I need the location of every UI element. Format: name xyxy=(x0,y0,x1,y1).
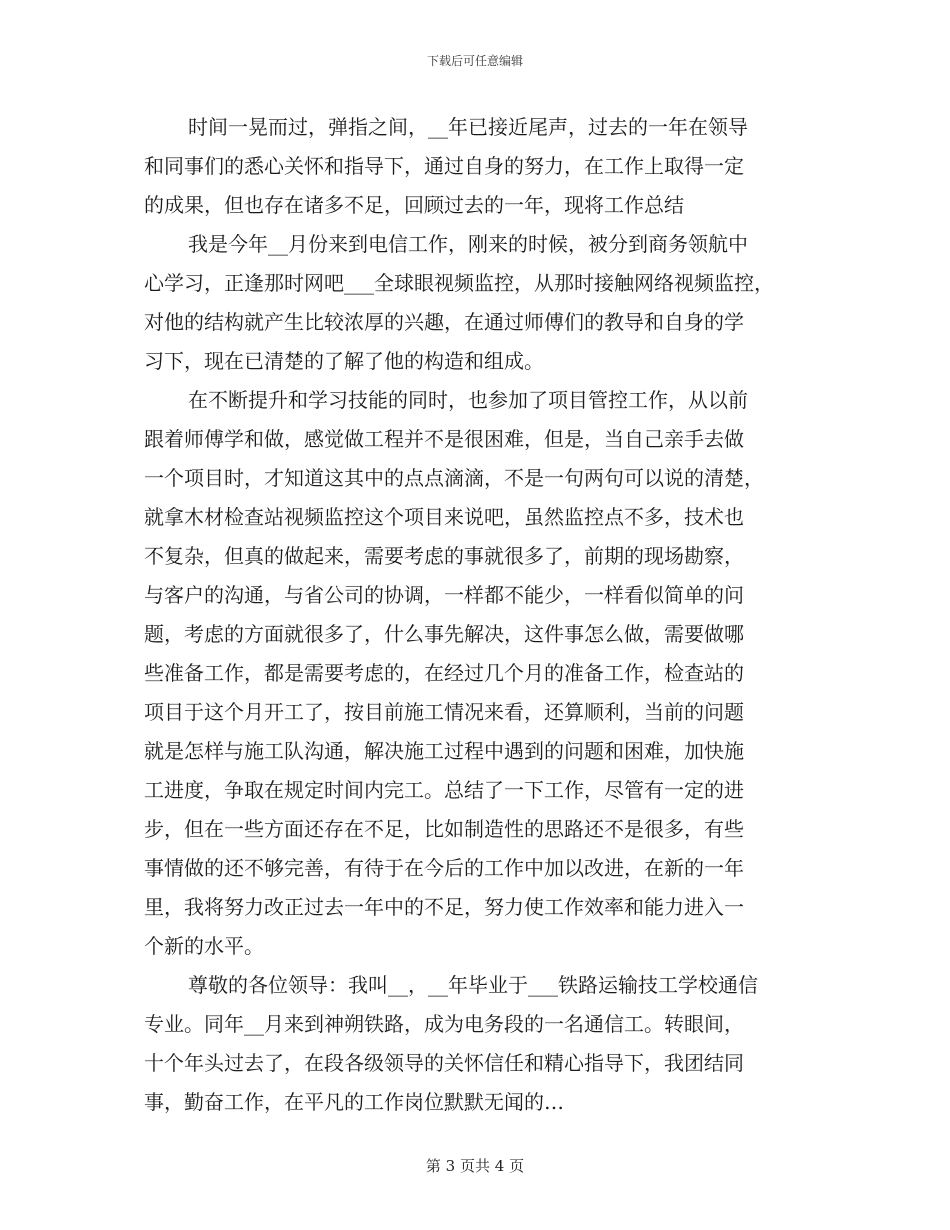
paragraph-line: 的成果，但也存在诸多不足，回顾过去的一年，现将工作总结 xyxy=(144,193,684,217)
paragraph-line: 我是今年__月份来到电信工作，刚来的时候，被分到商务领航中 xyxy=(188,232,748,256)
paragraph-line: 步，但在一些方面还存在不足，比如制造性的思路还不是很多，有些 xyxy=(144,817,744,841)
page-footer: 第 3 页共 4 页 xyxy=(425,1157,525,1175)
paragraph-line: 项目于这个月开工了，按目前施工情况来看，还算顺利，当前的问题 xyxy=(144,700,744,724)
paragraph-line: 十个年头过去了，在段各级领导的关怀信任和精心指导下，我团结同 xyxy=(144,1051,744,1075)
paragraph-line: 题，考虑的方面就很多了，什么事先解决，这件事怎么做，需要做哪 xyxy=(144,622,744,646)
paragraph-line: 就拿木材检查站视频监控这个项目来说吧，虽然监控点不多，技术也 xyxy=(144,505,744,529)
paragraph-line: 个新的水平。 xyxy=(144,934,264,958)
paragraph-line: 事情做的还不够完善，有待于在今后的工作中加以改进，在新的一年 xyxy=(144,856,744,880)
paragraph-line: 专业。同年__月来到神朔铁路，成为电务段的一名通信工。转眼间， xyxy=(144,1012,744,1036)
paragraph-line: 在不断提升和学习技能的同时，也参加了项目管控工作，从以前 xyxy=(188,388,748,412)
paragraph-line: 些准备工作，都是需要考虑的，在经过几个月的准备工作，检查站的 xyxy=(144,661,744,685)
paragraph-line: 时间一晃而过，弹指之间，__年已接近尾声，过去的一年在领导 xyxy=(188,115,748,139)
paragraph-line: 事，勤奋工作，在平凡的工作岗位默默无闻的… xyxy=(144,1090,564,1114)
paragraph-line: 与客户的沟通，与省公司的协调，一样都不能少，一样看似简单的问 xyxy=(144,583,744,607)
paragraph-line: 习下，现在已清楚的了解了他的构造和组成。 xyxy=(144,349,544,373)
paragraph-line: 尊敬的各位领导：我叫__，__年毕业于___铁路运输技工学校通信 xyxy=(188,973,758,997)
paragraph-line: 一个项目时，才知道这其中的点点滴滴，不是一句两句可以说的清楚， xyxy=(144,466,764,490)
paragraph-line: 工进度，争取在规定时间内完工。总结了一下工作，尽管有一定的进 xyxy=(144,778,744,802)
paragraph-line: 对他的结构就产生比较浓厚的兴趣，在通过师傅们的教导和自身的学 xyxy=(144,310,744,334)
document-body xyxy=(144,108,812,1122)
paragraph-line: 里，我将努力改正过去一年中的不足，努力使工作效率和能力进入一 xyxy=(144,895,744,919)
paragraph-line: 和同事们的悉心关怀和指导下，通过自身的努力，在工作上取得一定 xyxy=(144,154,744,178)
paragraph-line: 就是怎样与施工队沟通，解决施工过程中遇到的问题和困难，加快施 xyxy=(144,739,744,763)
paragraph-line: 不复杂，但真的做起来，需要考虑的事就很多了，前期的现场勘察， xyxy=(144,544,744,568)
paragraph-line: 跟着师傅学和做，感觉做工程并不是很困难，但是，当自己亲手去做 xyxy=(144,427,744,451)
paragraph-line: 心学习，正逢那时网吧___全球眼视频监控，从那时接触网络视频监控， xyxy=(144,271,774,295)
page-header: 下载后可任意编辑 xyxy=(426,54,523,68)
